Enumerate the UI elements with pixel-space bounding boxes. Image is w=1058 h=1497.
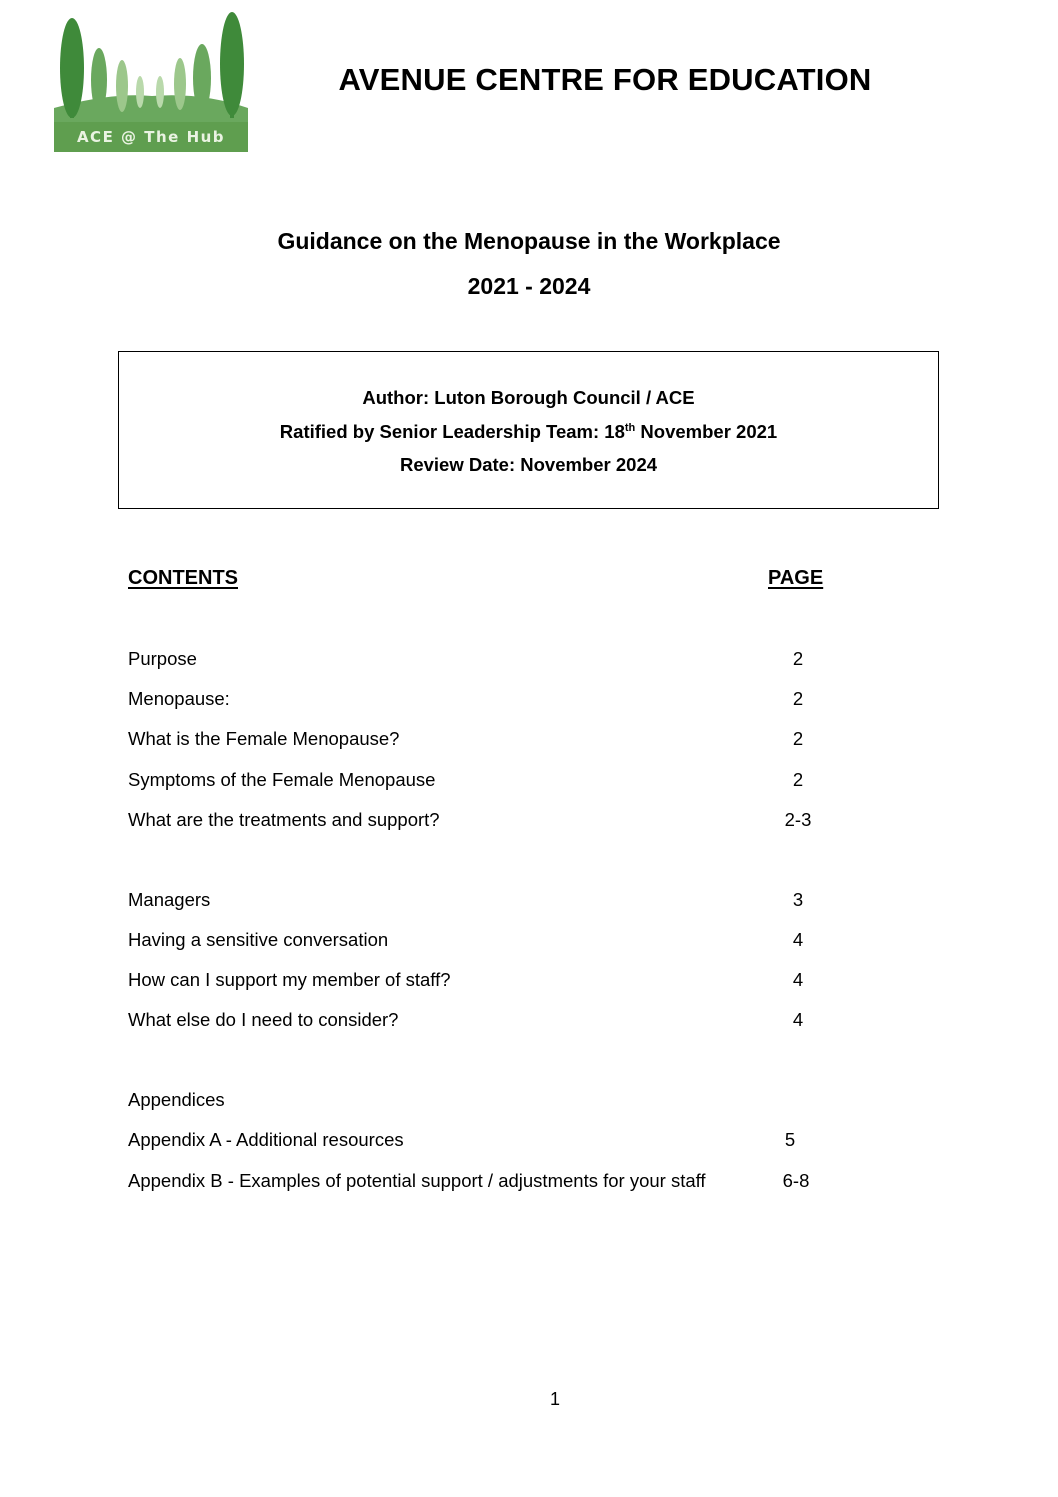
ratified-line — [119, 421, 938, 443]
toc-row — [128, 929, 828, 955]
toc-label: What are the treatments and support? — [128, 809, 440, 830]
toc-row — [128, 809, 828, 835]
toc-row — [128, 1009, 828, 1035]
toc-row — [128, 769, 828, 795]
toc-label: What else do I need to consider? — [128, 1009, 399, 1030]
toc-label: Appendix B - Examples of potential support / adjustments for your staff — [128, 1170, 706, 1191]
toc-label: Purpose — [128, 648, 197, 669]
org-name: AVENUE CENTRE FOR EDUCATION — [338, 62, 872, 97]
page-number: 1 — [549, 1389, 560, 1409]
toc-label: Managers — [128, 889, 211, 910]
toc-page: 2 — [792, 688, 804, 709]
toc-page: 6-8 — [782, 1170, 810, 1191]
toc-page: 4 — [792, 969, 804, 990]
toc-label: Menopause: — [128, 688, 230, 709]
toc-page: 2 — [792, 769, 804, 790]
toc-label: How can I support my member of staff? — [128, 969, 451, 990]
toc-row — [128, 728, 828, 754]
toc-page: 2-3 — [784, 809, 812, 830]
toc-label: Having a sensitive conversation — [128, 929, 389, 950]
logo — [52, 8, 250, 154]
toc-page: 3 — [792, 889, 804, 910]
review-line: Review Date: November 2024 — [399, 454, 658, 475]
toc-row — [128, 1089, 828, 1115]
toc-label: Appendix A - Additional resources — [128, 1129, 404, 1150]
toc-page: 2 — [792, 728, 804, 749]
ratified-ordinal: th — [624, 422, 636, 434]
ratified-text: Ratified by Senior Leadership Team: 18 — [279, 421, 625, 442]
toc-page: 4 — [792, 1009, 804, 1030]
document-years: 2021 - 2024 — [467, 273, 591, 299]
toc-row — [128, 969, 828, 995]
logo-text: ACE @ The Hub — [76, 128, 226, 146]
toc-row — [128, 688, 828, 714]
author-line: Author: Luton Borough Council / ACE — [362, 387, 695, 408]
toc-page: 4 — [792, 929, 804, 950]
toc-page: 2 — [792, 648, 804, 669]
document-title: Guidance on the Menopause in the Workplace — [277, 228, 781, 254]
toc-label: Symptoms of the Female Menopause — [128, 769, 436, 790]
contents-heading: CONTENTS — [128, 567, 238, 589]
toc-label: What is the Female Menopause? — [128, 728, 400, 749]
toc-section-label: Appendices — [128, 1089, 225, 1110]
toc-row — [128, 1129, 828, 1155]
document-info-box — [118, 351, 939, 509]
toc-page: 5 — [784, 1129, 796, 1150]
toc-row — [128, 648, 828, 674]
toc-row — [128, 889, 828, 915]
ratified-date: November 2021 — [635, 421, 778, 442]
page-heading: PAGE — [768, 567, 824, 589]
toc-row — [128, 1170, 828, 1196]
